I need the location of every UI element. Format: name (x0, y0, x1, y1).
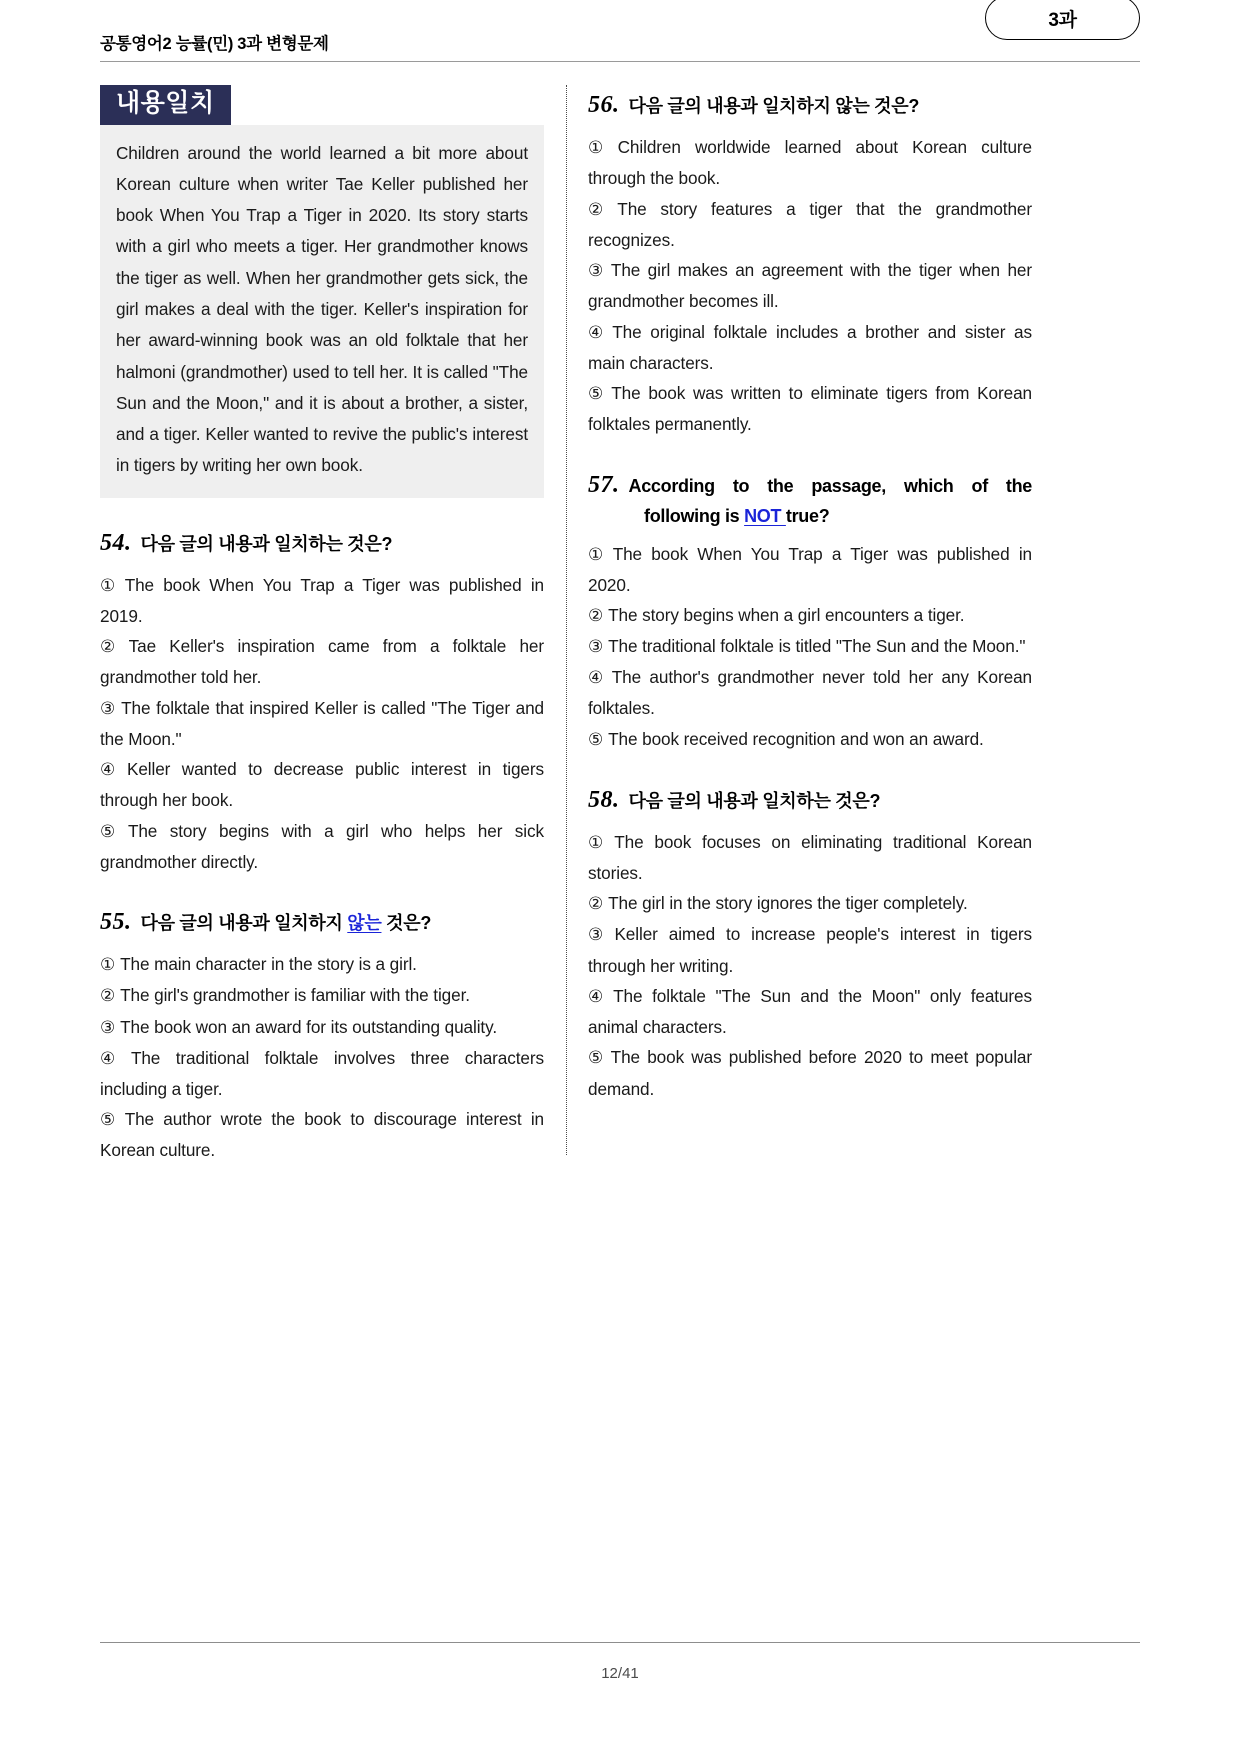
choice-item[interactable] (100, 1012, 544, 1043)
question-56 (588, 87, 1032, 440)
choice-item[interactable] (588, 317, 1032, 379)
question-55-negation-highlight: 않는 (347, 913, 382, 934)
question-54-choices (100, 570, 544, 878)
choice-item[interactable] (588, 539, 1032, 601)
question-57-prompt: According to the passage, which of the following is (628, 475, 1032, 526)
choice-item[interactable] (588, 132, 1032, 194)
right-column (588, 85, 1032, 1104)
choice-item[interactable] (588, 194, 1032, 256)
choice-item[interactable] (100, 949, 544, 980)
choice-item[interactable] (100, 631, 544, 693)
choice-text: Keller wanted to decrease public interest in tigers through her book. (100, 759, 544, 811)
choice-item[interactable] (100, 980, 544, 1011)
page-header (100, 0, 1140, 62)
question-55-prompt-tail: 것은? (381, 913, 432, 934)
choice-text: The story begins with a girl who helps her sick grandmother directly. (100, 820, 544, 872)
choice-text: The traditional folktale is titled "The Sun and the Moon." (608, 636, 1026, 657)
question-57-prompt-tail: true? (785, 505, 830, 526)
choice-marker: ① (100, 955, 116, 975)
content-columns (100, 85, 1140, 1365)
question-54-heading (100, 525, 544, 561)
choice-text: The girl makes an agreement with the tiger when her grandmother becomes ill. (588, 260, 1033, 312)
choice-marker: ⑤ (588, 1048, 606, 1068)
question-57-choices (588, 539, 1032, 755)
choice-text: The book was written to eliminate tigers from Korean folktales permanently. (588, 383, 1032, 435)
choice-marker: ③ (100, 1017, 116, 1037)
choice-text: The book won an award for its outstanding quality. (120, 1016, 497, 1037)
question-54-prompt: 다음 글의 내용과 일치하는 것은? (140, 533, 393, 554)
choice-marker: ⑤ (588, 384, 607, 404)
choice-item[interactable] (588, 378, 1032, 440)
choice-marker: ① (588, 544, 608, 564)
choice-item[interactable] (100, 816, 544, 878)
choice-item[interactable] (588, 255, 1032, 317)
choice-marker: ④ (100, 760, 122, 780)
question-58 (588, 782, 1032, 1104)
choice-marker: ④ (100, 1048, 126, 1068)
choice-item[interactable] (588, 919, 1032, 981)
question-57 (588, 467, 1032, 755)
choice-marker: ⑤ (100, 1110, 120, 1130)
choice-marker: ② (588, 894, 604, 914)
choice-text: The author's grandmother never told her any Korean folktales. (588, 667, 1032, 719)
choice-marker: ④ (588, 668, 607, 688)
choice-item[interactable] (588, 600, 1032, 631)
choice-marker: ① (588, 832, 610, 852)
question-56-heading (588, 87, 1032, 123)
choice-marker: ③ (588, 925, 610, 945)
choice-item[interactable] (588, 631, 1032, 662)
lesson-badge: 3과 (985, 0, 1140, 40)
choice-text: Keller aimed to increase people's interest in tigers through her writing. (588, 924, 1032, 976)
choice-item[interactable] (588, 724, 1032, 755)
header-divider (100, 61, 1140, 62)
choice-text: The traditional folktale involves three characters including a tiger. (100, 1047, 544, 1099)
choice-text: The folktale "The Sun and the Moon" only features animal characters. (588, 985, 1033, 1038)
left-column (100, 85, 544, 1166)
choice-text: The original folktale includes a brother and sister as main characters. (588, 321, 1033, 373)
reading-passage: Children around the world learned a bit more about Korean culture when writer Tae Keller published her book When You Trap a Tiger in 2020. Its story starts with a girl who meets a tiger. Her grandmother knows the tiger as well. When her grandmother gets sick, the girl makes a deal with the tiger. Keller's inspiration for her award-winning book was an old folktale that her halmoni (grandmother) used to tell her. It is called "The Sun and the Moon," and it is about a brother, a sister, and a tiger. Keller wanted to revive the public's interest in tigers by writing her own book. (100, 125, 544, 498)
question-57-negation-highlight: NOT (744, 505, 786, 526)
choice-text: The story features a tiger that the grandmother recognizes. (588, 198, 1033, 250)
column-gap (544, 85, 588, 1365)
choice-text: Tae Keller's inspiration came from a folktale her grandmother told her. (100, 636, 544, 688)
choice-text: The girl in the story ignores the tiger completely. (608, 893, 968, 914)
choice-marker: ③ (588, 261, 606, 281)
question-57-number: 57. (588, 471, 620, 498)
choice-marker: ⑤ (588, 729, 604, 749)
question-55-number: 55. (100, 909, 132, 936)
choice-marker: ② (100, 986, 116, 1006)
choice-text: The book focuses on eliminating traditional Korean stories. (588, 831, 1032, 883)
section-label: 내용일치 (100, 85, 231, 125)
choice-text: The book was published before 2020 to meet popular demand. (588, 1047, 1032, 1099)
question-56-choices (588, 132, 1032, 440)
choice-text: Children worldwide learned about Korean culture through the book. (588, 137, 1032, 189)
page-footer (100, 1642, 1140, 1682)
choice-item[interactable] (588, 888, 1032, 919)
question-57-heading (588, 467, 1032, 530)
question-58-heading (588, 782, 1032, 818)
question-55-choices (100, 949, 544, 1165)
choice-text: The author wrote the book to discourage interest in Korean culture. (100, 1109, 544, 1161)
question-58-number: 58. (588, 786, 620, 813)
choice-item[interactable] (100, 1104, 544, 1166)
page-number: 12/41 (601, 1665, 639, 1682)
question-56-prompt: 다음 글의 내용과 일치하지 않는 것은? (628, 96, 920, 116)
question-58-choices (588, 827, 1032, 1104)
choice-marker: ③ (588, 637, 604, 657)
choice-text: The book When You Trap a Tiger was published in 2019. (100, 574, 544, 626)
choice-item[interactable] (100, 754, 544, 816)
choice-text: The book received recognition and won an award. (608, 728, 984, 749)
footer-divider (100, 1642, 1140, 1643)
choice-item[interactable] (100, 693, 544, 755)
choice-item[interactable] (588, 1042, 1032, 1104)
choice-text: The main character in the story is a girl. (120, 954, 417, 975)
question-54 (100, 525, 544, 878)
question-55-heading (100, 904, 544, 940)
choice-text: The story begins when a girl encounters a tiger. (608, 605, 965, 626)
choice-item[interactable] (100, 570, 544, 632)
choice-marker: ③ (100, 698, 117, 718)
choice-text: The folktale that inspired Keller is called "The Tiger and the Moon." (100, 697, 545, 749)
question-54-number: 54. (100, 529, 132, 556)
choice-text: The book When You Trap a Tiger was published in 2020. (588, 543, 1032, 595)
choice-text: The girl's grandmother is familiar with the tiger. (120, 985, 470, 1006)
choice-item[interactable] (100, 1043, 544, 1105)
choice-marker: ② (588, 606, 604, 626)
choice-marker: ⑤ (100, 821, 123, 841)
choice-marker: ① (100, 575, 120, 595)
question-55 (100, 904, 544, 1165)
choice-item[interactable] (588, 662, 1032, 724)
choice-marker: ① (588, 138, 613, 157)
choice-marker: ② (100, 637, 124, 657)
column-divider (566, 85, 567, 1155)
question-56-number: 56. (588, 92, 620, 118)
choice-marker: ② (588, 199, 613, 219)
choice-marker: ④ (588, 986, 609, 1006)
document-title: 공통영어2 능률(민) 3과 변형문제 (100, 35, 329, 53)
choice-item[interactable] (588, 981, 1032, 1043)
choice-item[interactable] (588, 827, 1032, 889)
question-58-prompt: 다음 글의 내용과 일치하는 것은? (628, 790, 881, 811)
question-55-prompt: 다음 글의 내용과 일치하지 (140, 913, 348, 934)
choice-marker: ④ (588, 322, 608, 342)
